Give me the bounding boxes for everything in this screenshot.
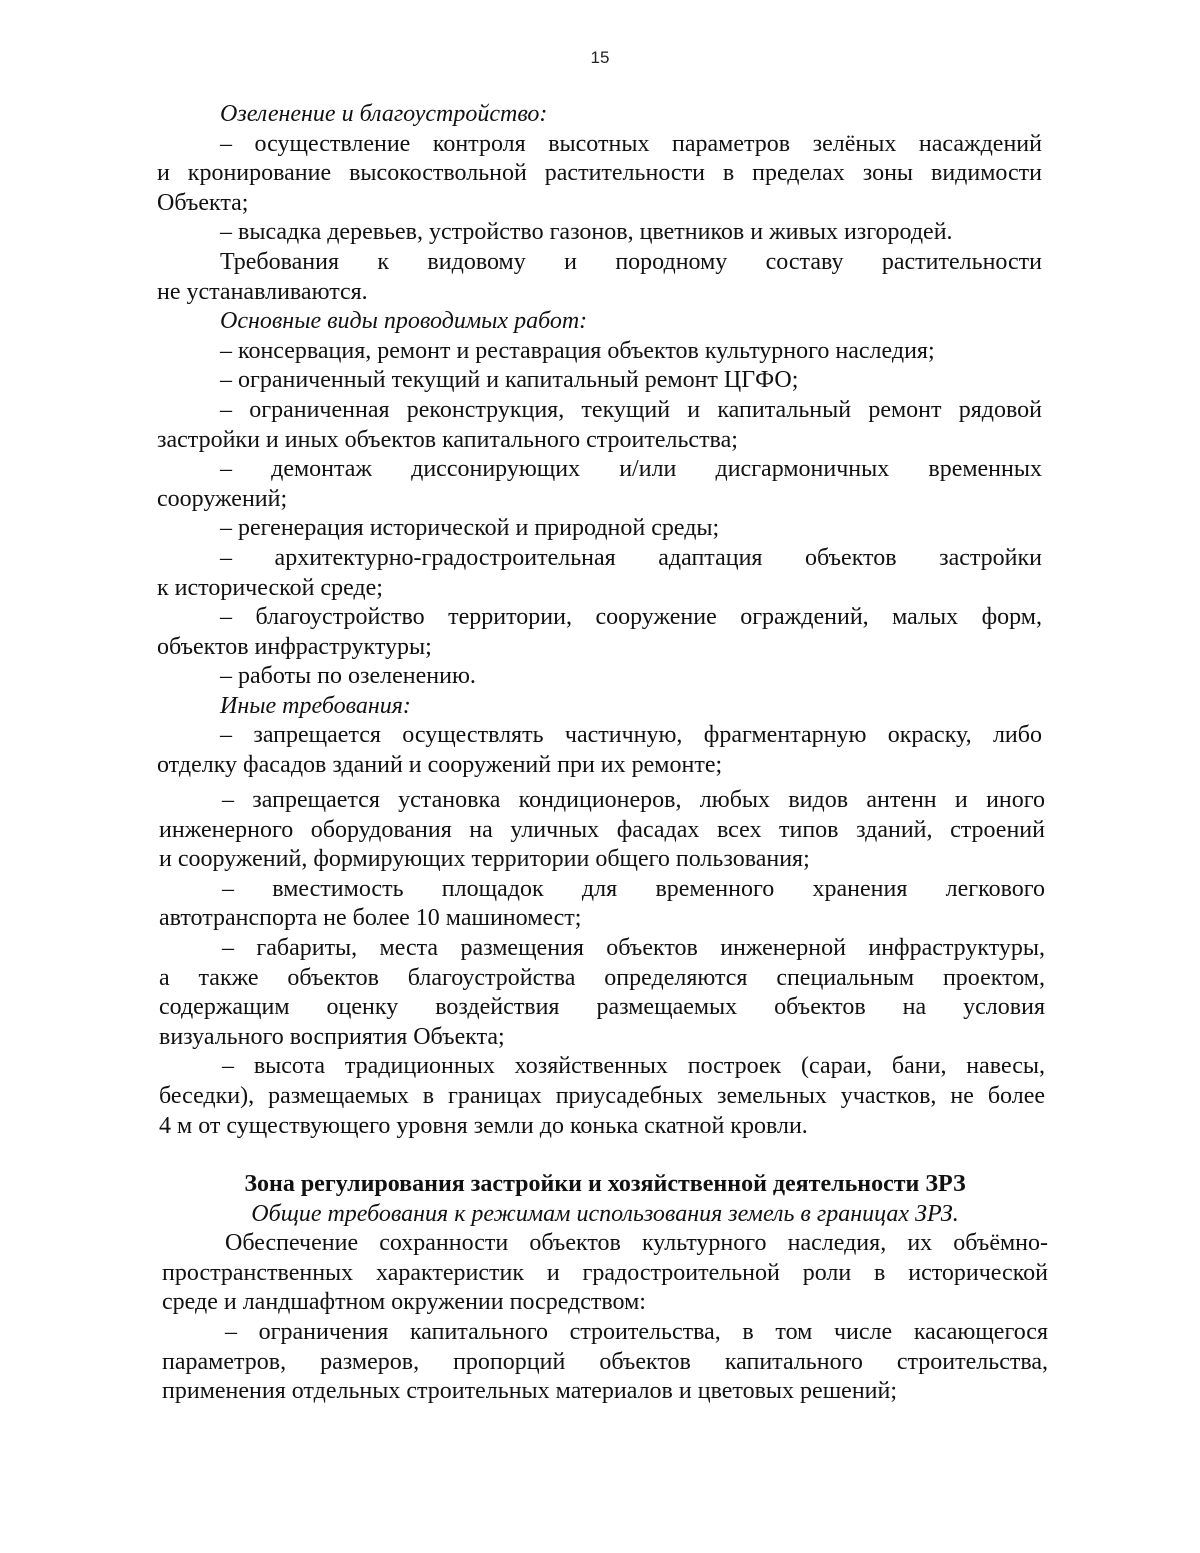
paragraph: Обеспечение сохранности объектов культурного наследия, их объёмно- (225, 1230, 1048, 1257)
list-item-cont: сооружений; (157, 485, 288, 512)
list-item: – запрещается установка кондиционеров, любых видов антенн и иного (222, 787, 1045, 813)
paragraph-cont: не устанавливаются. (157, 278, 368, 305)
list-item: – ограниченный текущий и капитальный ремонт ЦГФО; (220, 367, 799, 394)
list-item-cont: содержащим оценку воздействия размещаемых объектов на условия (159, 994, 1045, 1021)
list-item: – высота традиционных хозяйственных построек (сараи, бани, навесы, (222, 1053, 1045, 1080)
list-item-cont: застройки и иных объектов капитального строительства; (157, 426, 738, 453)
list-item-cont: и сооружений, формирующих территории общего пользования; (159, 846, 810, 873)
list-item: – работы по озеленению. (220, 663, 476, 690)
list-item-cont: отделку фасадов зданий и сооружений при их ремонте; (157, 752, 723, 779)
list-item-cont: 4 м от существующего уровня земли до конька скатной кровли. (159, 1112, 808, 1139)
list-item: – габариты, места размещения объектов инженерной инфраструктуры, (222, 934, 1045, 961)
list-item: – благоустройство территории, сооружение ограждений, малых форм, (220, 604, 1042, 631)
list-item: – ограничения капитального строительства, в том числе касающегося (225, 1318, 1048, 1345)
section-greening (157, 100, 1042, 781)
list-item-cont: параметров, размеров, пропорций объектов капитального строительства, (162, 1348, 1048, 1375)
paragraph: Требования к видовому и породному составу растительности (220, 248, 1042, 275)
heading-works: Основные виды проводимых работ: (220, 308, 588, 335)
list-item-cont: объектов инфраструктуры; (157, 633, 432, 660)
list-item: – осуществление контроля высотных параметров зелёных насаждений (220, 130, 1042, 157)
paragraph-cont: пространственных характеристик и градостроительной роли в исторической (162, 1259, 1048, 1286)
list-item: – ограниченная реконструкция, текущий и капитальный ремонт рядовой (220, 396, 1042, 423)
section-other-requirements (159, 786, 1045, 1141)
list-item-cont: Объекта; (157, 189, 249, 216)
section-subtitle: Общие требования к режимам использования земель в границах ЗРЗ. (251, 1200, 959, 1227)
list-item: – запрещается осуществлять частичную, фрагментарную окраску, либо (220, 722, 1042, 749)
paragraph-cont: среде и ландшафтном окружении посредством: (162, 1289, 646, 1316)
heading-other: Иные требования: (220, 692, 411, 719)
list-item-cont: а также объектов благоустройства определяются специальным проектом, (159, 964, 1045, 991)
list-item: – демонтаж диссонирующих и/или дисгармоничных временных (220, 456, 1042, 483)
list-item: – регенерация исторической и природной среды; (220, 515, 720, 542)
section-zrz (162, 1170, 1048, 1407)
section-title: Зона регулирования застройки и хозяйственной деятельности ЗРЗ (244, 1171, 966, 1197)
list-item-cont: к исторической среде; (157, 574, 383, 601)
list-item-cont: визуального восприятия Объекта; (159, 1023, 505, 1050)
list-item: – консервация, ремонт и реставрация объектов культурного наследия; (220, 337, 935, 364)
list-item-cont: применения отдельных строительных материалов и цветовых решений; (162, 1378, 898, 1405)
list-item: – высадка деревьев, устройство газонов, цветников и живых изгородей. (220, 219, 953, 246)
list-item: – вместимость площадок для временного хранения легкового (222, 875, 1045, 902)
list-item-cont: автотранспорта не более 10 машиномест; (159, 905, 582, 932)
list-item-cont: беседки), размещаемых в границах приусадебных земельных участков, не более (159, 1082, 1045, 1109)
list-item-cont: инженерного оборудования на уличных фасадах всех типов зданий, строений (159, 816, 1045, 843)
heading-greening: Озеленение и благоустройство: (220, 101, 548, 127)
page-number: 15 (590, 48, 610, 67)
list-item-cont: и кронирование высокоствольной растительности в пределах зоны видимости (157, 160, 1042, 187)
list-item: – архитектурно-градостроительная адаптация объектов застройки (220, 544, 1042, 571)
